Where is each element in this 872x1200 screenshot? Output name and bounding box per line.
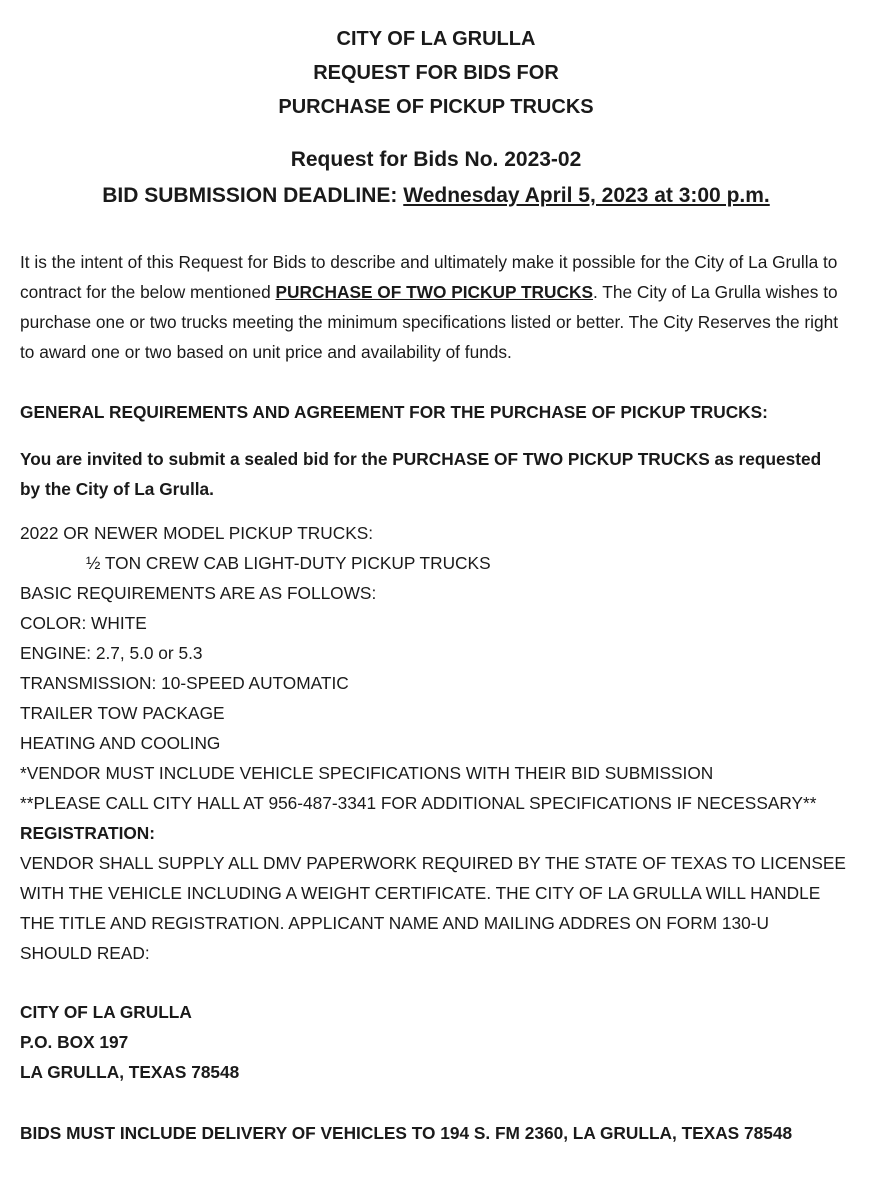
mailing-address <box>20 997 620 1087</box>
spec-vendor-note: *VENDOR MUST INCLUDE VEHICLE SPECIFICATIONS WITH THEIR BID SUBMISSION <box>20 763 714 783</box>
spec-color: COLOR: WHITE <box>20 613 147 633</box>
spec-basic: BASIC REQUIREMENTS ARE AS FOLLOWS: <box>20 583 377 603</box>
spec-engine: ENGINE: 2.7, 5.0 or 5.3 <box>20 643 203 663</box>
address-city: LA GRULLA, TEXAS 78548 <box>20 1062 240 1082</box>
general-requirements-heading: GENERAL REQUIREMENTS AND AGREEMENT FOR THE PURCHASE OF PICKUP TRUCKS: <box>20 402 768 422</box>
intro-part1: It is the intent of this Request for Bids to describe and ultimately make it possible for the City of La Grulla to contract for the below mentioned <box>20 252 838 302</box>
bid-deadline <box>0 178 872 214</box>
invitation-paragraph: You are invited to submit a sealed bid for the PURCHASE OF TWO PICKUP TRUCKS as requested by the City of La Grulla. <box>20 449 822 499</box>
intro-emphasis: PURCHASE OF TWO PICKUP TRUCKS <box>275 282 594 302</box>
header-purchase: PURCHASE OF PICKUP TRUCKS <box>278 96 594 118</box>
bid-info <box>0 142 872 214</box>
address-box: P.O. BOX 197 <box>20 1032 129 1052</box>
registration-heading: REGISTRATION: <box>20 823 156 843</box>
spec-model: 2022 OR NEWER MODEL PICKUP TRUCKS: <box>20 523 374 543</box>
spec-call-note: **PLEASE CALL CITY HALL AT 956-487-3341 FOR ADDITIONAL SPECIFICATIONS IF NECESSARY** <box>20 793 817 813</box>
delivery-requirement: BIDS MUST INCLUDE DELIVERY OF VEHICLES TO 194 S. FM 2360, LA GRULLA, TEXAS 78548 <box>20 1123 793 1143</box>
intro-part2: . The City of La Grulla wishes to purchase one or two trucks meeting the minimum specifications listed or better. The City Reserves the right to award one or two based on unit price and availability of funds. <box>20 282 839 362</box>
spec-hvac: HEATING AND COOLING <box>20 733 221 753</box>
header-city: CITY OF LA GRULLA <box>336 28 536 50</box>
deadline-label: BID SUBMISSION DEADLINE: <box>102 184 404 207</box>
registration-line-4: SHOULD READ: <box>20 943 150 963</box>
header-request: REQUEST FOR BIDS FOR <box>313 62 559 84</box>
registration-line-2: WITH THE VEHICLE INCLUDING A WEIGHT CERTIFICATE. THE CITY OF LA GRULLA WILL HANDLE <box>20 883 821 903</box>
deadline-value: Wednesday April 5, 2023 at 3:00 p.m. <box>403 184 770 207</box>
bid-number: Request for Bids No. 2023-02 <box>290 148 582 171</box>
spec-type: ½ TON CREW CAB LIGHT-DUTY PICKUP TRUCKS <box>86 553 491 573</box>
specifications-section <box>20 518 865 968</box>
address-name: CITY OF LA GRULLA <box>20 1002 192 1022</box>
spec-transmission: TRANSMISSION: 10-SPEED AUTOMATIC <box>20 673 349 693</box>
registration-line-1: VENDOR SHALL SUPPLY ALL DMV PAPERWORK REQUIRED BY THE STATE OF TEXAS TO LICENSEE <box>20 853 846 873</box>
document-header <box>0 22 872 124</box>
intro-paragraph <box>20 247 850 367</box>
spec-tow: TRAILER TOW PACKAGE <box>20 703 225 723</box>
registration-line-3: THE TITLE AND REGISTRATION. APPLICANT NAME AND MAILING ADDRES ON FORM 130-U <box>20 913 769 933</box>
